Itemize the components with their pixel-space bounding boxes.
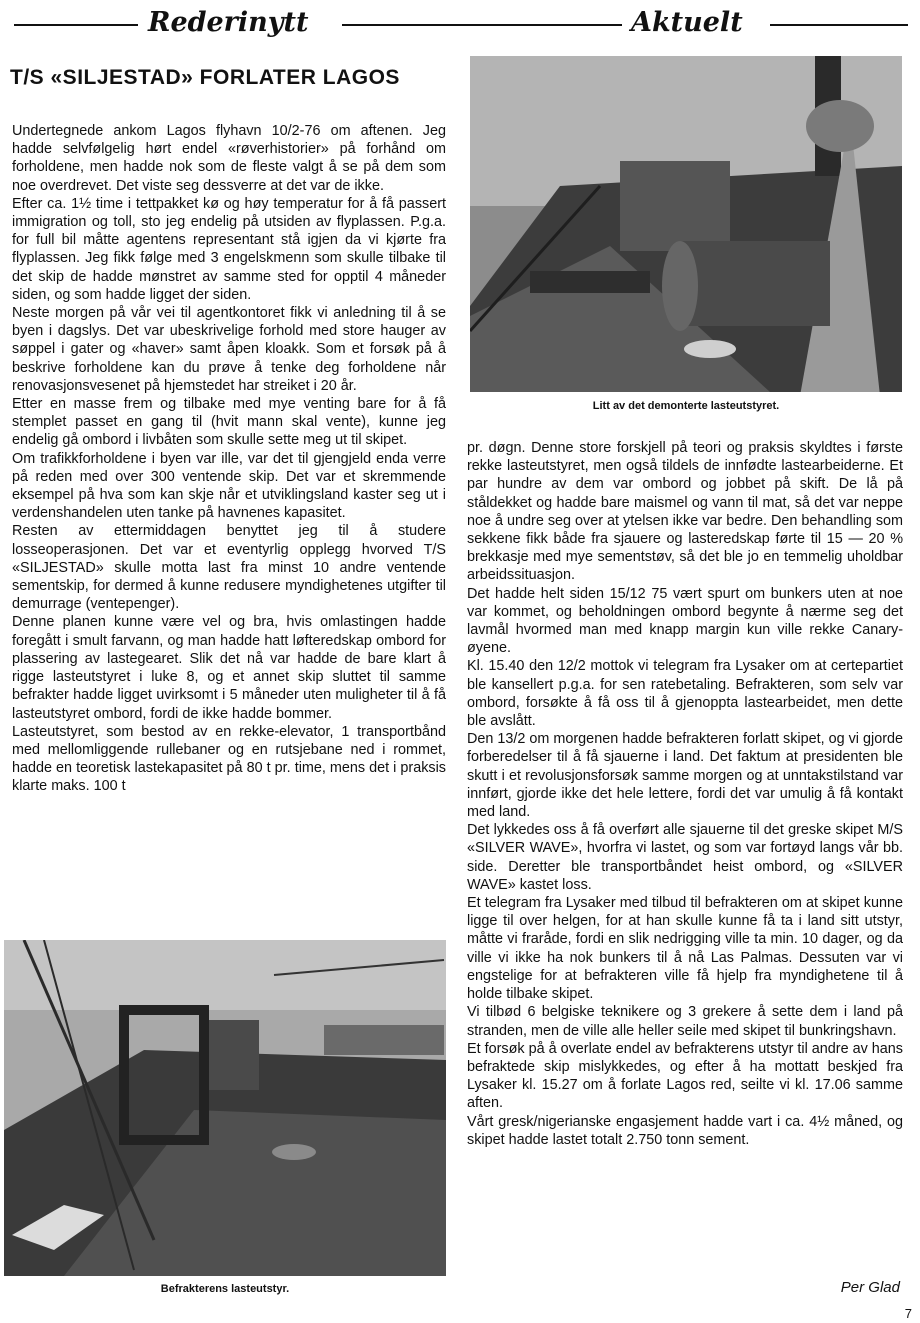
masthead-rule-middle <box>342 24 622 26</box>
section-label-right: Aktuelt <box>631 7 743 38</box>
article-title: T/S «SILJESTAD» FORLATER LAGOS <box>10 66 400 89</box>
photo-charterer-equipment-image <box>4 940 446 1276</box>
paragraph: Neste morgen på vår vei til agentkontoret fikk vi anledning til å se byen i dagslys. Det var ubeskrivelige forhold med store hauger av søppel i gater og «haver» samt åpen kloakk. Som et forsøk på å beskrive forholdene kan du prøve å tenke deg forholdene når renovasjonsvesenet på hjemstedet har streiket i 20 år. <box>12 305 446 394</box>
paragraph: Om trafikkforholdene i byen var ille, var det til gjengjeld enda verre på reden med over 300 ventende skip. Det var et skremmende eksempel på hva som kan skje når et utviklingsland kaster seg ut i verdenshandelen uten tanke på havnenes kapasitet. <box>12 450 446 522</box>
article-body-right <box>467 439 903 1149</box>
paragraph: Den 13/2 om morgenen hadde befrakteren forlatt skipet, og vi gjorde forberedelser til å få sjauerne i land. Det faktum at presidenten ble skutt i et revolusjonsforsøk samme morgen og at unntakstilstand var innført, gjorde ikke det hele lettere, fordi det var umulig å få kontakt med land. <box>467 731 903 821</box>
paragraph: pr. døgn. Denne store forskjell på teori og praksis skyldtes i første rekke lasteutstyret, men også tildels de innfødte lastearbeiderne. Et par hundre av dem var ombord og jobbet på skift. De lå på ståldekket og hadde bare maismel og vann til mat, så det var neppe noe å undre seg over at ytelsen ikke var bedre. Den behandling som sekkene fikk både fra sjauere og lasteredskap førte til 15 — 20 % brekkasje med mye sementstøv, så det ble jo en temmelig uholdbar arbeidssituasjon. <box>467 440 903 584</box>
paragraph: Undertegnede ankom Lagos flyhavn 10/2-76 om aftenen. Jeg hadde selvfølgelig hørt endel «røverhistorier» på forhånd om forholdene, men hadde nok som de fleste valgt å se på dem som noe overdrevet. Det viste seg dessverre at det var de ikke. <box>12 123 446 194</box>
paragraph: Det lykkedes oss å få overført alle sjauerne til det greske skipet M/S «SILVER WAVE», hvorfra vi lastet, og som var fortøyd langs vår bb. side. Deretter ble transportbåndet heist ombord, og «SILVER WAVE» kastet loss. <box>467 822 903 893</box>
section-label-left: Rederinytt <box>148 7 309 38</box>
paragraph: Etter en masse frem og tilbake med mye venting bare for å få stemplet passet en gang til (hvit mann skal vente), kunne jeg endelig gå ombord i livbåten som skulle sette meg ut til skipet. <box>12 396 446 449</box>
paragraph: Et forsøk på å overlate endel av befrakterens utstyr til andre av hans befraktede skip mislykkedes, og efter å ha mottatt beskjed fra Lysaker kl. 15.27 om å forlate Lagos red, seilte vi kl. 17.06 samme aften. <box>467 1040 903 1112</box>
paragraph: Resten av ettermiddagen benyttet jeg til å studere losseoperasjonen. Det var et eventyrlig opplegg hvorved T/S «SILJESTAD» skulle motta last fra minst 10 andre ventende sementskip, for dermed å kunne redusere myndighetenes utgifter til demurrage (ventepenger). <box>12 523 446 613</box>
photo-caption-bottom: Befrakterens lasteutstyr. <box>160 1283 290 1295</box>
masthead <box>0 6 920 42</box>
paragraph: Et telegram fra Lysaker med tilbud til befrakteren om at skipet kunne ligge til over helgen, for at han skulle kunne få ta i land sitt utstyr, måtte vi fraråde, fordi en slik nedrigging ville ta min. 10 dager, og da ville vi ikke ha nok bunkers til å nå Las Palmas. Dessuten var vi engstelige for at befrakteren ville få hjelp fra myndighetene til å holde tilbake skipet. <box>467 895 903 1003</box>
photo-dismantled-equipment <box>470 56 902 392</box>
paragraph: Lasteutstyret, som bestod av en rekke-elevator, 1 transportbånd med mellomliggende rullebaner og en rutsjebane ned i rommet, hadde en teoretisk lastekapasitet på 80 t pr. time, mens det i praksis klarte maks. 100 t <box>12 723 446 795</box>
paragraph: Det hadde helt siden 15/12 75 vært spurt om bunkers uten at noe var kommet, og beholdningen ombord begynte å nærme seg det lavmål hvormed man med knapp margin kun ville rekke Canary-øyene. <box>467 585 903 657</box>
masthead-rule-left <box>14 24 138 26</box>
photo-caption-top: Litt av det demonterte lasteutstyret. <box>592 400 780 412</box>
masthead-rule-right <box>770 24 908 26</box>
paragraph: Efter ca. 1½ time i tettpakket kø og høy temperatur for å få passert immigration og toll, sto jeg endelig på utsiden av flyplassen. P.g.a. for full bil måtte agentens representant stå igjen da vi kjørte fra flyplassen. Jeg fikk følge med 3 engelskmenn som skulle tilbake til det skip de hadde mønstret av samme sted for opptil 4 måneder siden, og som hadde ligget der siden. <box>12 195 446 303</box>
page-number: 7 <box>904 1306 912 1321</box>
paragraph: Vårt gresk/nigerianske engasjement hadde vart i ca. 4½ måned, og skipet hadde lastet totalt 2.750 tonn sement. <box>467 1113 903 1148</box>
paragraph: Kl. 15.40 den 12/2 mottok vi telegram fra Lysaker om at certepartiet ble kansellert p.g.a. for sen ratebetaling. Befrakteren, som selv var ombord, forsøkte å få oss til å gjenoppta lastearbeidet, men dette ble avslått. <box>467 658 903 730</box>
paragraph: Vi tilbød 6 belgiske teknikere og 3 grekere å sette dem i land på stranden, men de ville alle heller seile med skipet til bunkringshavn. <box>467 1004 903 1039</box>
photo-charterer-equipment <box>4 940 446 1276</box>
article-body-left <box>12 122 446 796</box>
photo-dismantled-equipment-image <box>470 56 902 392</box>
author-signature: Per Glad <box>840 1279 900 1296</box>
paragraph: Denne planen kunne være vel og bra, hvis omlastingen hadde foregått i smult farvann, og man hadde hatt løfteredskap ombord for plassering av lastegearet. Slik det nå var hadde de bare klart å rigge lasteutstyret i luke 8, og et annet skip sluttet til samme befrakter hadde ligget uvirksomt i 5 måneder uten muligheter til å få lasteutstyret ombord, fordi de ikke hadde bommer. <box>12 614 446 722</box>
